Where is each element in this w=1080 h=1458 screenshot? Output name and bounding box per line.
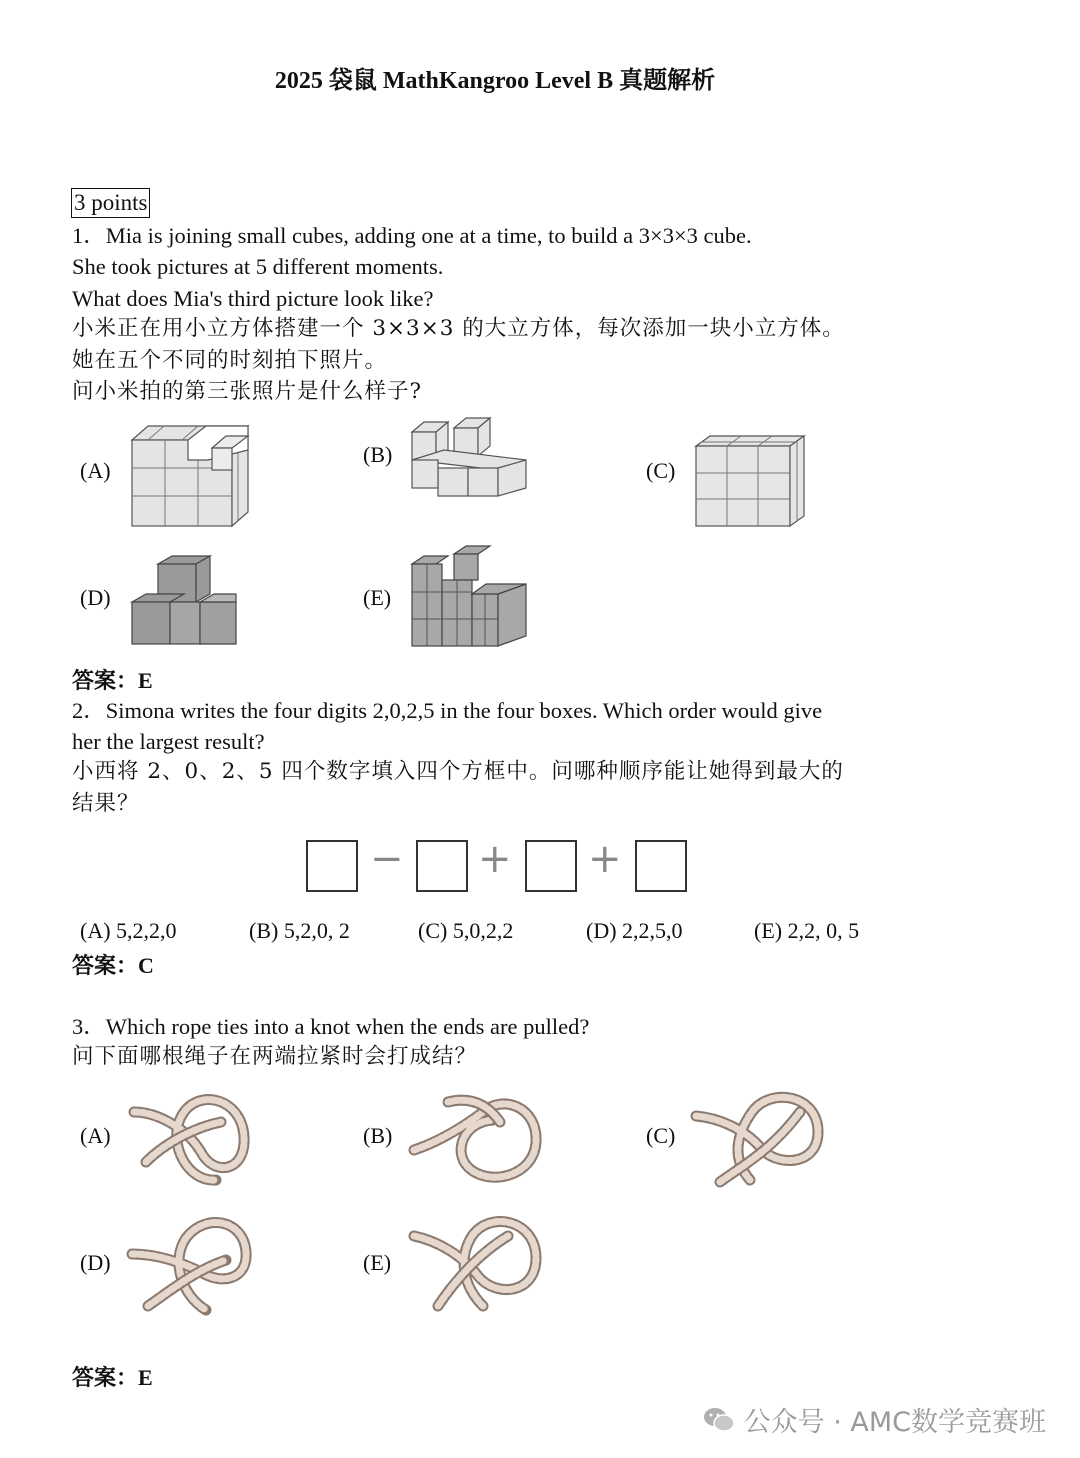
q1-text-en-1: 1．Mia is joining small cubes, adding one at a time, to build a 3×3×3 cube. — [72, 223, 752, 248]
q3-rope-b — [408, 1082, 544, 1190]
q3-option-d-label: (D) — [80, 1250, 111, 1275]
q2-option-c: (C) 5,0,2,2 — [418, 918, 514, 943]
q2-option-b: (B) 5,2,0, 2 — [249, 918, 350, 943]
q1-option-c-label: (C) — [646, 458, 676, 483]
q3-option-e-label: (E) — [363, 1250, 392, 1275]
q3-text-cn-1: 问下面哪根绳子在两端拉紧时会打成结？ — [72, 1044, 478, 1069]
q2-option-e: (E) 2,2, 0, 5 — [754, 918, 860, 943]
q1-figure-c — [692, 432, 808, 530]
q3-rope-a — [126, 1082, 256, 1190]
q1-option-d-label: (D) — [80, 585, 111, 610]
q2-box-4 — [635, 840, 687, 892]
q3-rope-c — [690, 1082, 826, 1190]
watermark-text: 公众号 · AMC数学竞赛班 — [743, 1407, 1046, 1438]
q2-operator-minus: − — [370, 836, 404, 882]
q1-option-e-label: (E) — [363, 585, 392, 610]
q3-text-en-1: 3．Which rope ties into a knot when the ends are pulled? — [72, 1014, 590, 1039]
q3-rope-d — [126, 1210, 256, 1318]
q1-option-a-label: (A) — [80, 458, 111, 483]
points-label: 3 points — [71, 188, 150, 218]
q2-operator-plus-2: + — [588, 836, 622, 882]
q1-figure-e — [408, 544, 530, 650]
q2-box-2 — [416, 840, 468, 892]
q2-text-cn-1: 小西将 2、0、2、5 四个数字填入四个方框中。问哪种顺序能让她得到最大的 — [72, 759, 844, 784]
q1-answer: 答案：E — [72, 668, 153, 693]
q3-option-c-label: (C) — [646, 1123, 676, 1148]
watermark — [702, 1400, 1046, 1439]
q2-text-en-1: 2．Simona writes the four digits 2,0,2,5 in the four boxes. Which order would give — [72, 698, 823, 723]
q1-text-cn-1: 小米正在用小立方体搭建一个 3×3×3 的大立方体，每次添加一块小立方体。 — [72, 316, 845, 341]
q2-answer: 答案：C — [72, 953, 154, 978]
q2-box-1 — [306, 840, 358, 892]
q1-figure-d — [128, 554, 240, 648]
q1-text-en-2: She took pictures at 5 different moments. — [72, 254, 444, 279]
q2-option-a: (A) 5,2,2,0 — [80, 918, 177, 943]
q2-text-cn-2: 结果？ — [72, 791, 140, 816]
q3-option-a-label: (A) — [80, 1123, 111, 1148]
q2-text-en-2: her the largest result? — [72, 729, 265, 754]
q2-operator-plus-1: + — [478, 836, 512, 882]
q2-option-d: (D) 2,2,5,0 — [586, 918, 683, 943]
q3-rope-e — [408, 1206, 544, 1318]
wechat-icon — [702, 1405, 736, 1435]
q1-figure-a — [128, 420, 252, 530]
q3-option-b-label: (B) — [363, 1123, 393, 1148]
q1-text-en-3: What does Mia's third picture look like? — [72, 286, 434, 311]
q2-box-3 — [525, 840, 577, 892]
q1-option-b-label: (B) — [363, 442, 393, 467]
q1-text-cn-2: 她在五个不同的时刻拍下照片。 — [72, 348, 388, 373]
q1-text-cn-3: 问小米拍的第三张照片是什么样子? — [72, 379, 423, 404]
page-title: 2025 袋鼠 MathKangroo Level B 真题解析 — [274, 68, 716, 94]
q1-figure-b — [408, 414, 532, 498]
q3-answer: 答案：E — [72, 1365, 153, 1390]
